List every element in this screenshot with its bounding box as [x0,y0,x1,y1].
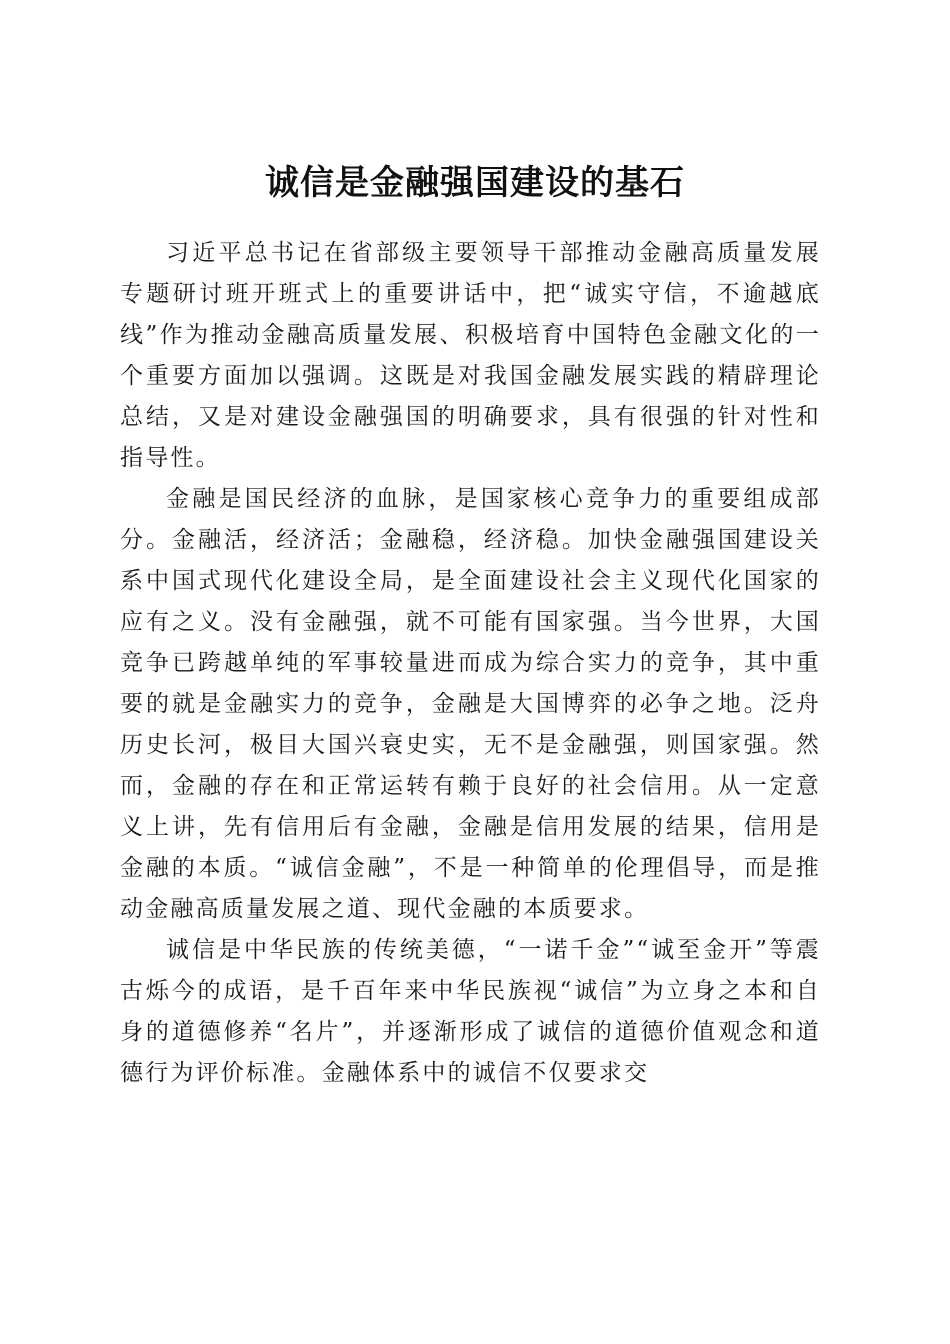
document-body [120,233,821,1094]
document-title: 诚信是金融强国建设的基石 [265,162,685,203]
paragraph-2: 金融是国民经济的血脉，是国家核心竞争力的重要组成部分。金融活，经济活；金融稳，经济稳。加快金融强国建设关系中国式现代化建设全局，是全面建设社会主义现代化国家的应有之义。没有金融强，就不可能有国家强。当今世界，大国竞争已跨越单纯的军事较量进而成为综合实力的竞争，其中重要的就是金融实力的竞争，金融是大国博弈的必争之地。泛舟历史长河，极目大国兴衰史实，无不是金融强，则国家强。然而，金融的存在和正常运转有赖于良好的社会信用。从一定意义上讲，先有信用后有金融，金融是信用发展的结果，信用是金融的本质。“诚信金融”，不是一种简单的伦理倡导，而是推动金融高质量发展之道、现代金融的本质要求。 [120,486,821,922]
paragraph-1: 习近平总书记在省部级主要领导干部推动金融高质量发展专题研讨班开班式上的重要讲话中，把“诚实守信，不逾越底线”作为推动金融高质量发展、积极培育中国特色金融文化的一个重要方面加以强调。这既是对我国金融发展实践的精辟理论总结，又是对建设金融强国的明确要求，具有很强的针对性和指导性。 [120,240,821,471]
paragraph-3: 诚信是中华民族的传统美德，“一诺千金”“诚至金开”等震古烁今的成语，是千百年来中华民族视“诚信”为立身之本和自身的道德修养“名片”，并逐渐形成了诚信的道德价值观念和道德行为评价标准。金融体系中的诚信不仅要求交 [120,937,821,1086]
